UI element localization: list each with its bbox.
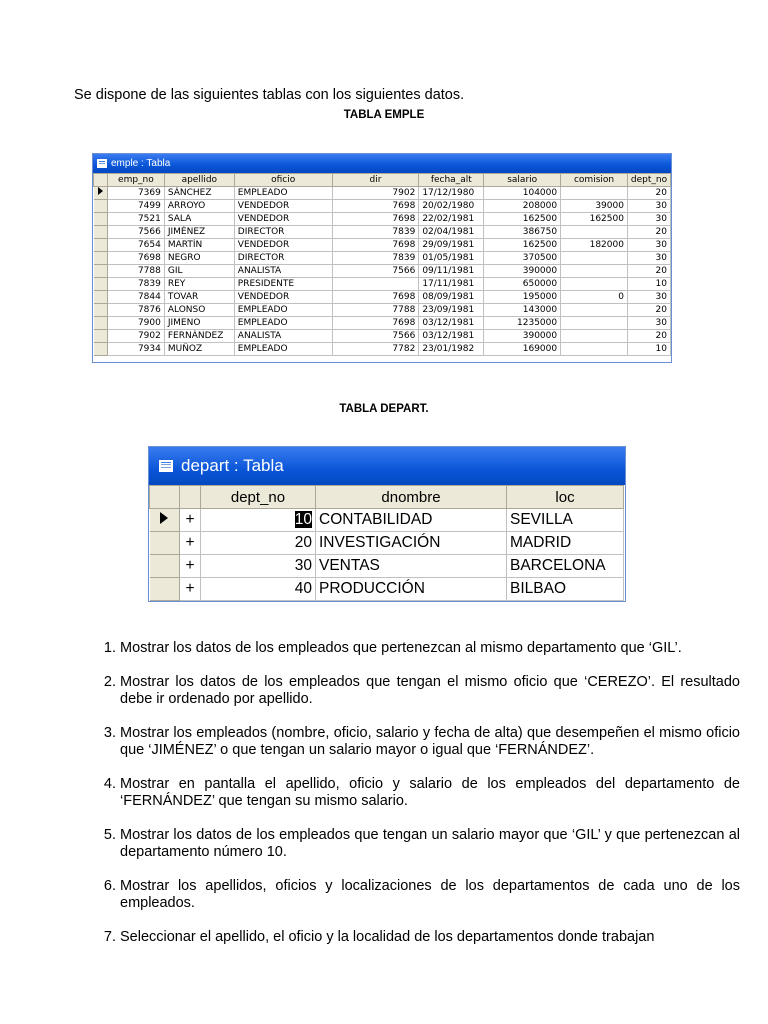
cell-salario[interactable]: 370500 (484, 252, 561, 265)
row-selector[interactable] (94, 317, 108, 330)
cell-apellido[interactable]: JIMÉNEZ (164, 226, 234, 239)
table-row[interactable] (94, 252, 671, 265)
cell-emp-no[interactable]: 7902 (107, 330, 164, 343)
cell-emp-no[interactable]: 7698 (107, 252, 164, 265)
cell-dir[interactable]: 7788 (332, 304, 419, 317)
row-selector[interactable] (94, 304, 108, 317)
column-header-apellido[interactable]: apellido (164, 174, 234, 187)
row-selector[interactable] (94, 200, 108, 213)
list-item: 6. Mostrar los apellidos, oficios y localizaciones de los departamentos de cada uno de los empleados. (120, 878, 740, 912)
cell-oficio[interactable]: VENDEDOR (234, 239, 332, 252)
table-row[interactable] (94, 239, 671, 252)
intro-text: Se dispone de las siguientes tablas con los siguientes datos. (74, 86, 465, 103)
list-item: 3. Mostrar los empleados (nombre, oficio, salario y fecha de alta) que desempeñen el mismo oficio que ‘JIMÉNEZ’ o que tengan un salario mayor o igual que ‘FERNÁNDEZ’. (120, 725, 740, 759)
cell-fecha-alt[interactable]: 02/04/1981 (419, 226, 484, 239)
table-row[interactable] (94, 226, 671, 239)
emple-window-title: emple : Tabla (111, 158, 171, 169)
cell-salario[interactable]: 162500 (484, 239, 561, 252)
cell-emp-no[interactable]: 7788 (107, 265, 164, 278)
cell-dept-no[interactable]: 30 (627, 213, 670, 226)
list-item: 4. Mostrar en pantalla el apellido, oficio y salario de los empleados del departamento de ‘FERNÁNDEZ’ que tengan su mismo salario. (120, 776, 740, 810)
emple-caption: TABLA EMPLE (343, 109, 425, 121)
selected-value: 10 (294, 511, 312, 528)
cell-comision[interactable] (561, 278, 628, 291)
cell-dept-no[interactable]: 20 (627, 330, 670, 343)
cell-apellido[interactable]: SALA (164, 213, 234, 226)
cell-oficio[interactable]: EMPLEADO (234, 317, 332, 330)
row-selector[interactable] (150, 578, 180, 601)
cell-dir[interactable]: 7698 (332, 213, 419, 226)
cell-emp-no[interactable]: 7844 (107, 291, 164, 304)
cell-apellido[interactable]: REY (164, 278, 234, 291)
cell-emp-no[interactable]: 7934 (107, 343, 164, 356)
cell-dir[interactable] (332, 278, 419, 291)
cell-comision[interactable]: 162500 (561, 213, 628, 226)
cell-emp-no[interactable]: 7499 (107, 200, 164, 213)
cell-oficio[interactable]: VENDEDOR (234, 291, 332, 304)
cell-dept-no[interactable]: 20 (201, 532, 316, 555)
cell-comision[interactable]: 182000 (561, 239, 628, 252)
table-row[interactable] (150, 509, 624, 532)
row-selector[interactable] (94, 187, 108, 200)
cell-apellido[interactable]: ALONSO (164, 304, 234, 317)
cell-emp-no[interactable]: 7654 (107, 239, 164, 252)
table-row[interactable] (150, 532, 624, 555)
cell-dept-no[interactable]: 20 (627, 226, 670, 239)
expand-subdatasheet-icon[interactable]: + (180, 578, 201, 601)
cell-salario[interactable]: 104000 (484, 187, 561, 200)
cell-dir[interactable]: 7839 (332, 252, 419, 265)
cell-comision[interactable] (561, 265, 628, 278)
cell-comision[interactable] (561, 187, 628, 200)
cell-comision[interactable]: 39000 (561, 200, 628, 213)
cell-oficio[interactable]: DIRECTOR (234, 252, 332, 265)
table-row[interactable] (94, 330, 671, 343)
list-item: 2. Mostrar los datos de los empleados que tengan el mismo oficio que ‘CEREZO’. El resultado debe ir ordenado por apellido. (120, 674, 740, 708)
cell-loc[interactable]: MADRID (507, 532, 624, 555)
cell-fecha-alt[interactable]: 08/09/1981 (419, 291, 484, 304)
row-selector[interactable] (94, 226, 108, 239)
current-record-arrow-icon (98, 187, 103, 195)
exercise-list (74, 640, 740, 963)
cell-oficio[interactable]: ANALISTA (234, 265, 332, 278)
cell-dept-no[interactable]: 30 (627, 252, 670, 265)
cell-loc[interactable]: SEVILLA (507, 509, 624, 532)
cell-oficio[interactable]: DIRECTOR (234, 226, 332, 239)
cell-salario[interactable]: 162500 (484, 213, 561, 226)
cell-comision[interactable]: 0 (561, 291, 628, 304)
cell-dept-no[interactable]: 30 (627, 200, 670, 213)
cell-salario[interactable]: 1235000 (484, 317, 561, 330)
cell-comision[interactable] (561, 226, 628, 239)
cell-dnombre[interactable]: PRODUCCIÓN (316, 578, 507, 601)
cell-dept-no[interactable]: 20 (627, 265, 670, 278)
cell-dept-no[interactable]: 30 (627, 317, 670, 330)
cell-dept-no[interactable]: 30 (627, 239, 670, 252)
cell-dnombre[interactable]: CONTABILIDAD (316, 509, 507, 532)
list-item: 7. Seleccionar el apellido, el oficio y la localidad de los departamentos donde trabajan (120, 929, 740, 946)
list-item: 5. Mostrar los datos de los empleados que tengan un salario mayor que ‘GIL’ y que pertenezcan al departamento número 10. (120, 827, 740, 861)
row-selector[interactable] (94, 278, 108, 291)
cell-oficio[interactable]: EMPLEADO (234, 304, 332, 317)
row-selector[interactable] (94, 291, 108, 304)
cell-dept-no[interactable]: 30 (201, 555, 316, 578)
table-icon (97, 159, 107, 168)
table-icon (159, 460, 173, 472)
row-selector[interactable] (94, 343, 108, 356)
cell-oficio[interactable]: PRESIDENTE (234, 278, 332, 291)
emple-table-window (92, 153, 672, 363)
table-row[interactable] (94, 291, 671, 304)
cell-dir[interactable]: 7566 (332, 265, 419, 278)
cell-comision[interactable] (561, 343, 628, 356)
table-row[interactable] (94, 317, 671, 330)
depart-caption: TABLA DEPART. (339, 403, 429, 415)
row-selector[interactable] (94, 265, 108, 278)
cell-dept-no[interactable]: 40 (201, 578, 316, 601)
cell-dir[interactable]: 7782 (332, 343, 419, 356)
cell-emp-no[interactable]: 7900 (107, 317, 164, 330)
cell-apellido[interactable]: NEGRO (164, 252, 234, 265)
table-row[interactable] (150, 578, 624, 601)
cell-comision[interactable] (561, 317, 628, 330)
cell-comision[interactable] (561, 330, 628, 343)
cell-oficio[interactable]: EMPLEADO (234, 187, 332, 200)
cell-apellido[interactable]: MARTÍN (164, 239, 234, 252)
cell-dept-no[interactable]: 20 (627, 304, 670, 317)
cell-salario[interactable]: 390000 (484, 330, 561, 343)
cell-salario[interactable]: 650000 (484, 278, 561, 291)
row-selector[interactable] (150, 532, 180, 555)
cell-apellido[interactable]: TOVAR (164, 291, 234, 304)
expand-subdatasheet-icon[interactable]: + (180, 555, 201, 578)
table-row[interactable] (94, 278, 671, 291)
cell-dir[interactable]: 7698 (332, 200, 419, 213)
cell-emp-no[interactable]: 7876 (107, 304, 164, 317)
cell-dir[interactable]: 7839 (332, 226, 419, 239)
table-row[interactable] (94, 304, 671, 317)
table-row[interactable] (94, 343, 671, 356)
cell-fecha-alt[interactable]: 01/05/1981 (419, 252, 484, 265)
cell-fecha-alt[interactable]: 23/09/1981 (419, 304, 484, 317)
cell-apellido[interactable]: MUÑOZ (164, 343, 234, 356)
cell-salario[interactable]: 195000 (484, 291, 561, 304)
cell-emp-no[interactable]: 7566 (107, 226, 164, 239)
cell-apellido[interactable]: GIL (164, 265, 234, 278)
cell-oficio[interactable]: ANALISTA (234, 330, 332, 343)
depart-titlebar[interactable] (149, 447, 625, 485)
cell-apellido[interactable]: JIMENO (164, 317, 234, 330)
cell-comision[interactable] (561, 304, 628, 317)
cell-loc[interactable]: BILBAO (507, 578, 624, 601)
column-header-dept-no[interactable]: dept_no (627, 174, 670, 187)
cell-salario[interactable]: 169000 (484, 343, 561, 356)
cell-loc[interactable]: BARCELONA (507, 555, 624, 578)
cell-fecha-alt[interactable]: 23/01/1982 (419, 343, 484, 356)
cell-fecha-alt[interactable]: 17/12/1980 (419, 187, 484, 200)
cell-oficio[interactable]: VENDEDOR (234, 200, 332, 213)
cell-oficio[interactable]: EMPLEADO (234, 343, 332, 356)
row-selector[interactable] (94, 239, 108, 252)
cell-fecha-alt[interactable]: 29/09/1981 (419, 239, 484, 252)
cell-apellido[interactable]: FERNÁNDEZ (164, 330, 234, 343)
depart-table-window (148, 446, 626, 602)
cell-dept-no[interactable] (201, 509, 316, 532)
table-row[interactable] (94, 213, 671, 226)
emple-grid (93, 173, 671, 356)
emple-titlebar[interactable] (93, 154, 671, 173)
column-header-dir[interactable]: dir (332, 174, 419, 187)
cell-dept-no[interactable]: 10 (627, 278, 670, 291)
cell-dept-no[interactable]: 30 (627, 291, 670, 304)
cell-dnombre[interactable]: VENTAS (316, 555, 507, 578)
row-selector[interactable] (150, 555, 180, 578)
expand-subdatasheet-icon[interactable]: + (180, 532, 201, 555)
column-header-loc[interactable]: loc (507, 486, 624, 509)
column-header-comision[interactable]: comision (561, 174, 628, 187)
row-selector[interactable] (94, 330, 108, 343)
cell-dept-no[interactable]: 20 (627, 187, 670, 200)
cell-dept-no[interactable]: 10 (627, 343, 670, 356)
cell-dir[interactable]: 7566 (332, 330, 419, 343)
table-row[interactable] (94, 200, 671, 213)
cell-fecha-alt[interactable]: 22/02/1981 (419, 213, 484, 226)
cell-fecha-alt[interactable]: 03/12/1981 (419, 330, 484, 343)
row-selector[interactable] (94, 213, 108, 226)
expand-header (180, 486, 201, 509)
column-header-dept-no[interactable]: dept_no (201, 486, 316, 509)
cell-emp-no[interactable]: 7521 (107, 213, 164, 226)
row-selector[interactable] (150, 509, 180, 532)
row-selector-header (94, 174, 108, 187)
current-record-arrow-icon (160, 512, 168, 524)
row-selector[interactable] (94, 252, 108, 265)
cell-dir[interactable]: 7698 (332, 317, 419, 330)
cell-dir[interactable]: 7698 (332, 291, 419, 304)
cell-apellido[interactable]: ARROYO (164, 200, 234, 213)
cell-salario[interactable]: 386750 (484, 226, 561, 239)
cell-emp-no[interactable]: 7369 (107, 187, 164, 200)
table-row[interactable] (94, 187, 671, 200)
cell-apellido[interactable]: SÁNCHEZ (164, 187, 234, 200)
cell-dnombre[interactable]: INVESTIGACIÓN (316, 532, 507, 555)
cell-salario[interactable]: 143000 (484, 304, 561, 317)
cell-oficio[interactable]: VENDEDOR (234, 213, 332, 226)
cell-emp-no[interactable]: 7839 (107, 278, 164, 291)
column-header-fecha-alt[interactable]: fecha_alt (419, 174, 484, 187)
cell-fecha-alt[interactable]: 03/12/1981 (419, 317, 484, 330)
column-header-salario[interactable]: salario (484, 174, 561, 187)
cell-fecha-alt[interactable]: 09/11/1981 (419, 265, 484, 278)
row-selector-header (150, 486, 180, 509)
cell-salario[interactable]: 208000 (484, 200, 561, 213)
cell-fecha-alt[interactable]: 17/11/1981 (419, 278, 484, 291)
cell-comision[interactable] (561, 252, 628, 265)
column-header-oficio[interactable]: oficio (234, 174, 332, 187)
cell-salario[interactable]: 390000 (484, 265, 561, 278)
column-header-dnombre[interactable]: dnombre (316, 486, 507, 509)
depart-grid (149, 485, 624, 601)
table-row[interactable] (150, 555, 624, 578)
depart-window-title: depart : Tabla (181, 456, 284, 475)
expand-subdatasheet-icon[interactable]: + (180, 509, 201, 532)
list-item: 1. Mostrar los datos de los empleados que pertenezcan al mismo departamento que ‘GIL’. (120, 640, 740, 657)
table-row[interactable] (94, 265, 671, 278)
cell-dir[interactable]: 7902 (332, 187, 419, 200)
column-header-emp-no[interactable]: emp_no (107, 174, 164, 187)
cell-dir[interactable]: 7698 (332, 239, 419, 252)
cell-fecha-alt[interactable]: 20/02/1980 (419, 200, 484, 213)
